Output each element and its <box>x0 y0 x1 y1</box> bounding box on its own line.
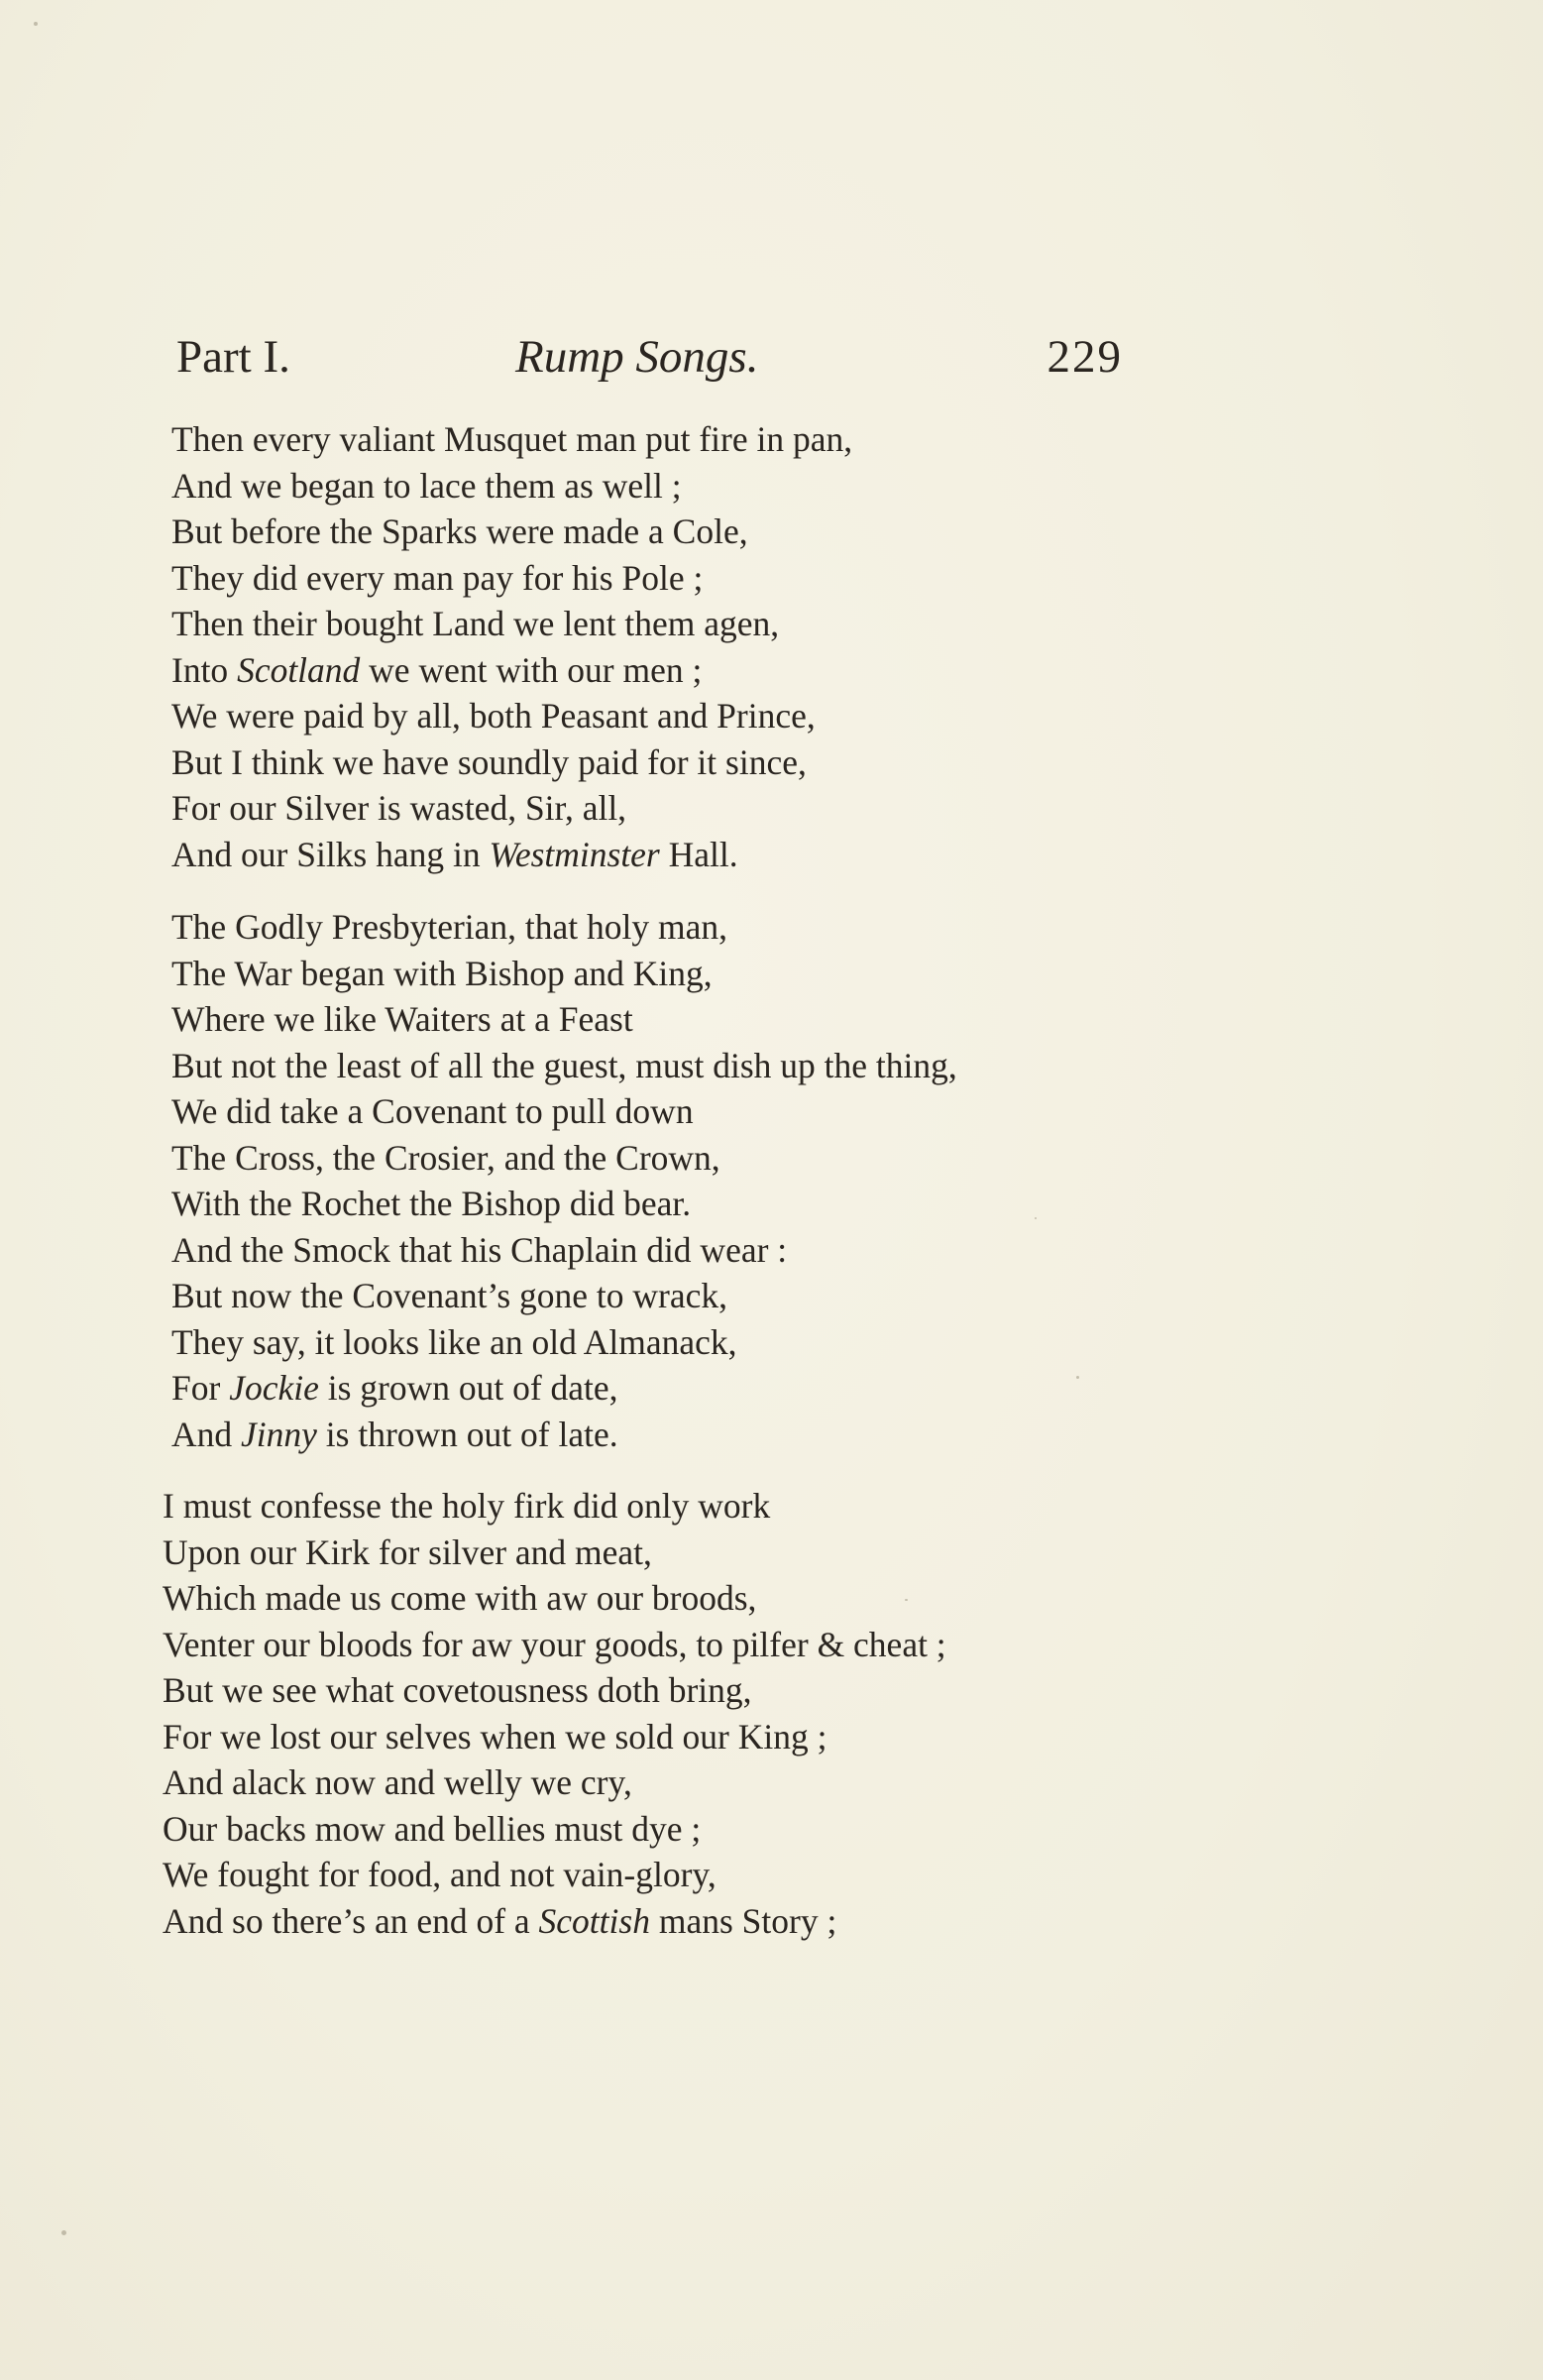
running-title: Rump Songs. <box>515 331 759 383</box>
verse-line <box>171 1088 957 1135</box>
paper-speck <box>905 1599 908 1601</box>
line-text: The War began with Bishop and King, <box>171 953 713 993</box>
verse-line <box>171 832 852 878</box>
verse-line <box>171 601 852 647</box>
line-text: I must confesse the holy firk did only work <box>163 1486 771 1526</box>
line-text: But not the least of all the guest, must dish up the thing, <box>171 1045 957 1085</box>
verse-line <box>171 1365 957 1412</box>
line-text: But before the Sparks were made a Cole, <box>171 511 748 551</box>
line-text: And so there’s an end of a <box>163 1900 539 1941</box>
verse-line <box>171 1043 957 1089</box>
line-text: is grown out of date, <box>318 1368 618 1408</box>
verse-line <box>171 1412 957 1458</box>
verse-line <box>163 1759 946 1806</box>
verse-line <box>171 1319 957 1366</box>
verse-line <box>163 1806 946 1853</box>
line-text: Into <box>171 649 238 690</box>
verse-line <box>171 1135 957 1182</box>
italic-name: Jockie <box>229 1368 319 1408</box>
paper-speck <box>61 2230 66 2235</box>
verse-line <box>171 509 852 555</box>
paper-speck <box>1035 1217 1037 1219</box>
verse-line <box>163 1622 946 1668</box>
line-text: And the Smock that his Chaplain did wear : <box>171 1229 788 1270</box>
line-text: we went with our men ; <box>360 649 703 690</box>
stanza-3 <box>163 1483 946 1944</box>
verse-line <box>171 416 852 463</box>
line-text: With the Rochet the Bishop did bear. <box>171 1184 692 1223</box>
line-text: We did take a Covenant to pull down <box>171 1091 694 1131</box>
line-text: And alack now and welly we cry, <box>163 1762 632 1802</box>
line-text: And <box>171 1414 242 1454</box>
line-text: But we see what covetousness doth bring, <box>163 1670 752 1710</box>
line-text: They say, it looks like an old Almanack, <box>171 1321 737 1362</box>
line-text: We fought for food, and not vain-glory, <box>163 1855 716 1894</box>
verse-line <box>163 1483 946 1530</box>
line-text: For <box>171 1368 230 1408</box>
part-label: Part I. <box>176 331 290 383</box>
line-text: Then every valiant Musquet man put fire in pan, <box>171 419 853 459</box>
paper-speck <box>1076 1376 1079 1379</box>
line-text: For we lost our selves when we sold our King ; <box>163 1716 827 1757</box>
stanza-1 <box>171 416 852 877</box>
verse-line <box>171 693 852 739</box>
paper-speck <box>34 22 38 26</box>
line-text: Which made us come with aw our broods, <box>163 1578 757 1618</box>
italic-name: Scotland <box>237 649 361 690</box>
verse-line <box>171 996 957 1043</box>
italic-name: Jinny <box>241 1414 317 1454</box>
verse-line <box>171 739 852 786</box>
line-text: Hall. <box>659 834 738 874</box>
running-header <box>176 327 1123 387</box>
verse-line <box>171 1181 957 1227</box>
line-text: Our backs mow and bellies must dye ; <box>163 1808 702 1849</box>
line-text: For our Silver is wasted, Sir, all, <box>171 788 627 828</box>
line-text: The Cross, the Crosier, and the Crown, <box>171 1137 720 1178</box>
line-text: And our Silks hang in <box>171 834 490 874</box>
line-text: And we began to lace them as well ; <box>171 465 682 506</box>
verse-line <box>171 904 957 951</box>
line-text: But now the Covenant’s gone to wrack, <box>171 1276 727 1315</box>
line-text: The Godly Presbyterian, that holy man, <box>171 907 727 947</box>
verse-line <box>163 1667 946 1714</box>
italic-name: Westminster <box>489 834 660 874</box>
italic-name: Scottish <box>538 1900 650 1941</box>
page-number: 229 <box>1047 331 1123 383</box>
stanza-2 <box>171 904 957 1457</box>
verse-line <box>163 1852 946 1898</box>
verse-line <box>171 1227 957 1274</box>
line-text: Venter our bloods for aw your goods, to pilfer & cheat ; <box>163 1624 946 1664</box>
line-text: We were paid by all, both Peasant and Prince, <box>171 696 816 736</box>
verse-line <box>171 1273 957 1319</box>
verse-line <box>163 1575 946 1622</box>
line-text: Then their bought Land we lent them agen, <box>171 604 780 643</box>
verse-line <box>171 785 852 832</box>
verse-line <box>171 463 852 510</box>
verse-line <box>163 1530 946 1576</box>
line-text: Upon our Kirk for silver and meat, <box>163 1531 652 1572</box>
line-text: They did every man pay for his Pole ; <box>171 557 704 598</box>
verse-line <box>171 647 852 694</box>
line-text: But I think we have soundly paid for it since, <box>171 741 807 782</box>
line-text: mans Story ; <box>649 1900 837 1941</box>
verse-line <box>171 951 957 997</box>
line-text: Where we like Waiters at a Feast <box>171 999 633 1039</box>
verse-line <box>163 1714 946 1760</box>
verse-line <box>171 555 852 602</box>
verse-line <box>163 1898 946 1945</box>
line-text: is thrown out of late. <box>316 1414 618 1454</box>
